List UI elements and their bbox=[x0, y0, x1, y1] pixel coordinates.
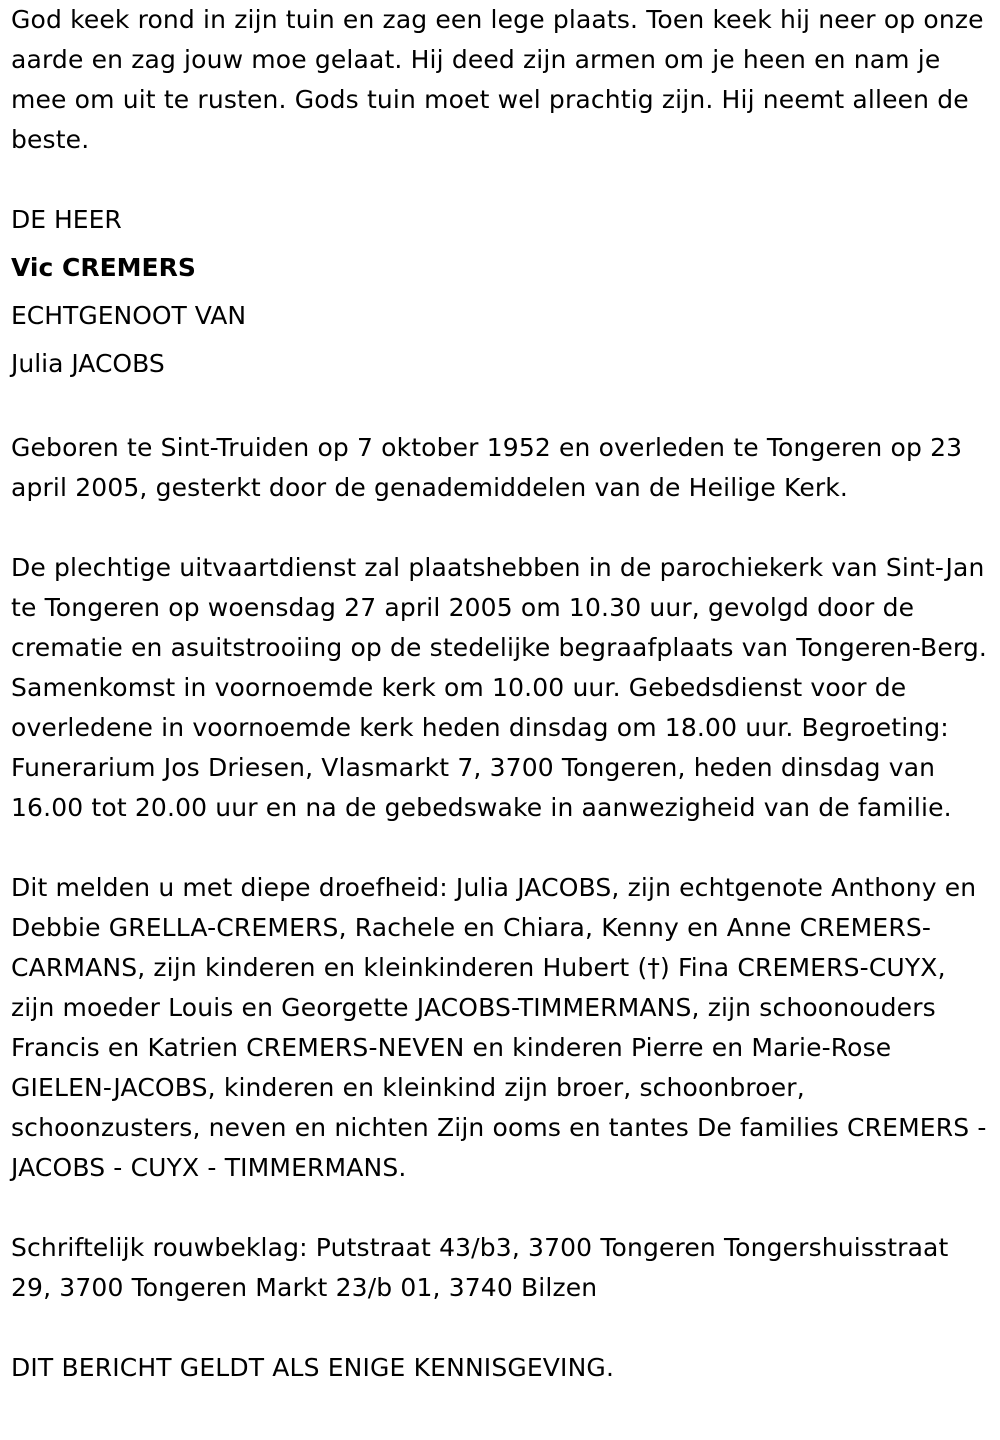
relation-label: ECHTGENOOT VAN bbox=[11, 301, 247, 330]
birth-death-paragraph: Geboren te Sint-Truiden op 7 oktober 1952 en overleden te Tongeren op 23 april 2005, gesterkt door de genademiddelen van de Heilige Kerk. bbox=[11, 433, 963, 502]
poem-paragraph: God keek rond in zijn tuin en zag een lege plaats. Toen keek hij neer op onze aarde en zag jouw moe gelaat. Hij deed zijn armen om je heen en nam je mee om uit te rusten. Gods tuin moet wel prachtig zijn. Hij neemt alleen de beste. bbox=[11, 5, 984, 154]
closing-notice: DIT BERICHT GELDT ALS ENIGE KENNISGEVING. bbox=[11, 1353, 615, 1382]
spacer bbox=[11, 508, 996, 548]
announcement-paragraph: Dit melden u met diepe droefheid: Julia JACOBS, zijn echtgenote Anthony en Debbie GRELLA-CREMERS, Rachele en Chiara, Kenny en Anne CREMERS-CARMANS, zijn kinderen en kleinkinderen Hubert (†) Fina CREMERS-CUYX, zijn moeder Louis en Georgette JACOBS-TIMMERMANS, zijn schoonouders Francis en Katrien CREMERS-NEVEN en kinderen Pierre en Marie-Rose GIELEN-JACOBS, kinderen en kleinkind zijn broer, schoonbroer, schoonzusters, neven en nichten Zijn ooms en tantes De families CREMERS - JACOBS - CUYX - TIMMERMANS. bbox=[11, 873, 987, 1182]
deceased-name: Vic CREMERS bbox=[11, 253, 196, 282]
funeral-info-paragraph: De plechtige uitvaartdienst zal plaatshebben in de parochiekerk van Sint-Jan te Tongeren op woensdag 27 april 2005 om 10.30 uur, gevolgd door de crematie en asuitstrooiing op de stedelijke begraafplaats van Tongeren-Berg. Samenkomst in voornoemde kerk om 10.00 uur. Gebedsdienst voor de overledene in voornoemde kerk heden dinsdag om 18.00 uur. Begroeting: Funerarium Jos Driesen, Vlasmarkt 7, 3700 Tongeren, heden dinsdag van 16.00 tot 20.00 uur en na de gebedswake in aanwezigheid van de familie. bbox=[11, 553, 987, 822]
obituary-document bbox=[11, 0, 996, 1388]
condolence-address-paragraph: Schriftelijk rouwbeklag: Putstraat 43/b3, 3700 Tongeren Tongershuisstraat 29, 3700 Tongeren Markt 23/b 01, 3740 Bilzen bbox=[11, 1233, 949, 1302]
spacer bbox=[11, 828, 996, 868]
spacer bbox=[11, 388, 996, 428]
spacer bbox=[11, 160, 996, 200]
spacer bbox=[11, 1308, 996, 1348]
spouse-name: Julia JACOBS bbox=[11, 349, 165, 378]
honorific-title: DE HEER bbox=[11, 205, 122, 234]
spacer bbox=[11, 1188, 996, 1228]
